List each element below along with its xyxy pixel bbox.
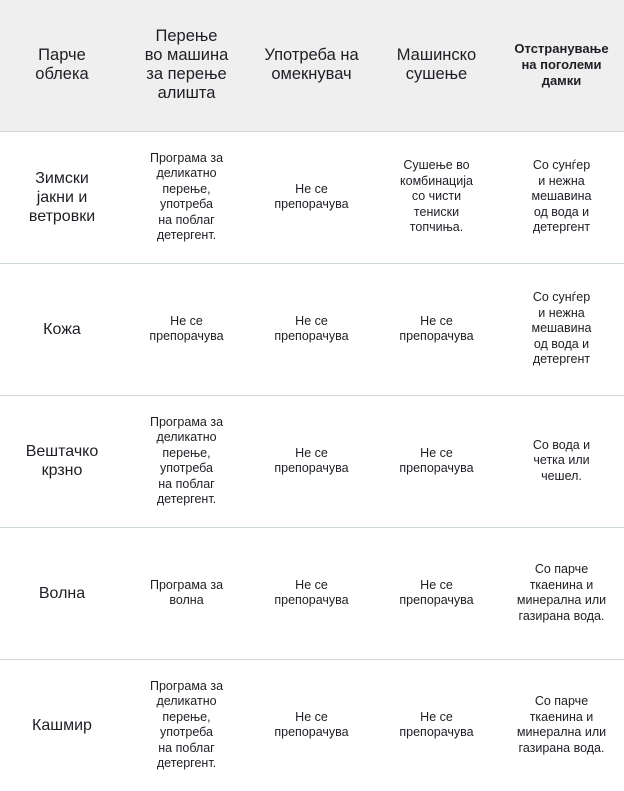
softener-cell: Не се препорачува (249, 263, 374, 395)
garment-cell: Волна (0, 527, 124, 659)
dryer-cell: Не се препорачува (374, 659, 499, 791)
table-body (0, 131, 624, 791)
dryer-cell: Не се препорачува (374, 395, 499, 527)
dryer-cell: Не се препорачува (374, 527, 499, 659)
stains-cell: Со вода и четка или чешел. (499, 395, 624, 527)
wash-cell: Не се препорачува (124, 263, 249, 395)
garment-cell: Зимски јакни и ветровки (0, 131, 124, 263)
header-stain-removal: Отстранување на поголеми дамки (514, 41, 609, 89)
stains-cell: Со сунѓер и нежна мешавина од вода и детергент (499, 131, 624, 263)
table-row (0, 263, 624, 395)
stains-cell: Со сунѓер и нежна мешавина од вода и детергент (499, 263, 624, 395)
softener-cell: Не се препорачува (249, 131, 374, 263)
stains-cell: Со парче ткаенина и минерална или газирана вода. (499, 527, 624, 659)
softener-cell: Не се препорачува (249, 527, 374, 659)
stains-cell: Со парче ткаенина и минерална или газирана вода. (499, 659, 624, 791)
header-row (0, 0, 624, 131)
table-row (0, 659, 624, 791)
garment-cell: Кашмир (0, 659, 124, 791)
dryer-cell: Сушење во комбинација со чисти тениски топчиња. (374, 131, 499, 263)
softener-cell: Не се препорачува (249, 659, 374, 791)
header-softener: Употреба на омекнувач (264, 46, 359, 84)
table-row (0, 131, 624, 263)
table-header (0, 0, 624, 131)
header-machine-dry: Машинско сушење (396, 46, 477, 84)
wash-cell: Програма за деликатно перење, употреба на поблаг детергент. (124, 659, 249, 791)
wash-cell: Програма за деликатно перење, употреба на поблаг детергент. (124, 395, 249, 527)
garment-cell: Кожа (0, 263, 124, 395)
table-row (0, 527, 624, 659)
table-row (0, 395, 624, 527)
dryer-cell: Не се препорачува (374, 263, 499, 395)
header-garment: Парче облека (35, 46, 89, 84)
wash-cell: Програма за волна (124, 527, 249, 659)
garment-cell: Вештачко крзно (0, 395, 124, 527)
wash-cell: Програма за деликатно перење, употреба на поблаг детергент. (124, 131, 249, 263)
softener-cell: Не се препорачува (249, 395, 374, 527)
header-machine-wash: Перење во машина за перење алишта (144, 27, 229, 103)
